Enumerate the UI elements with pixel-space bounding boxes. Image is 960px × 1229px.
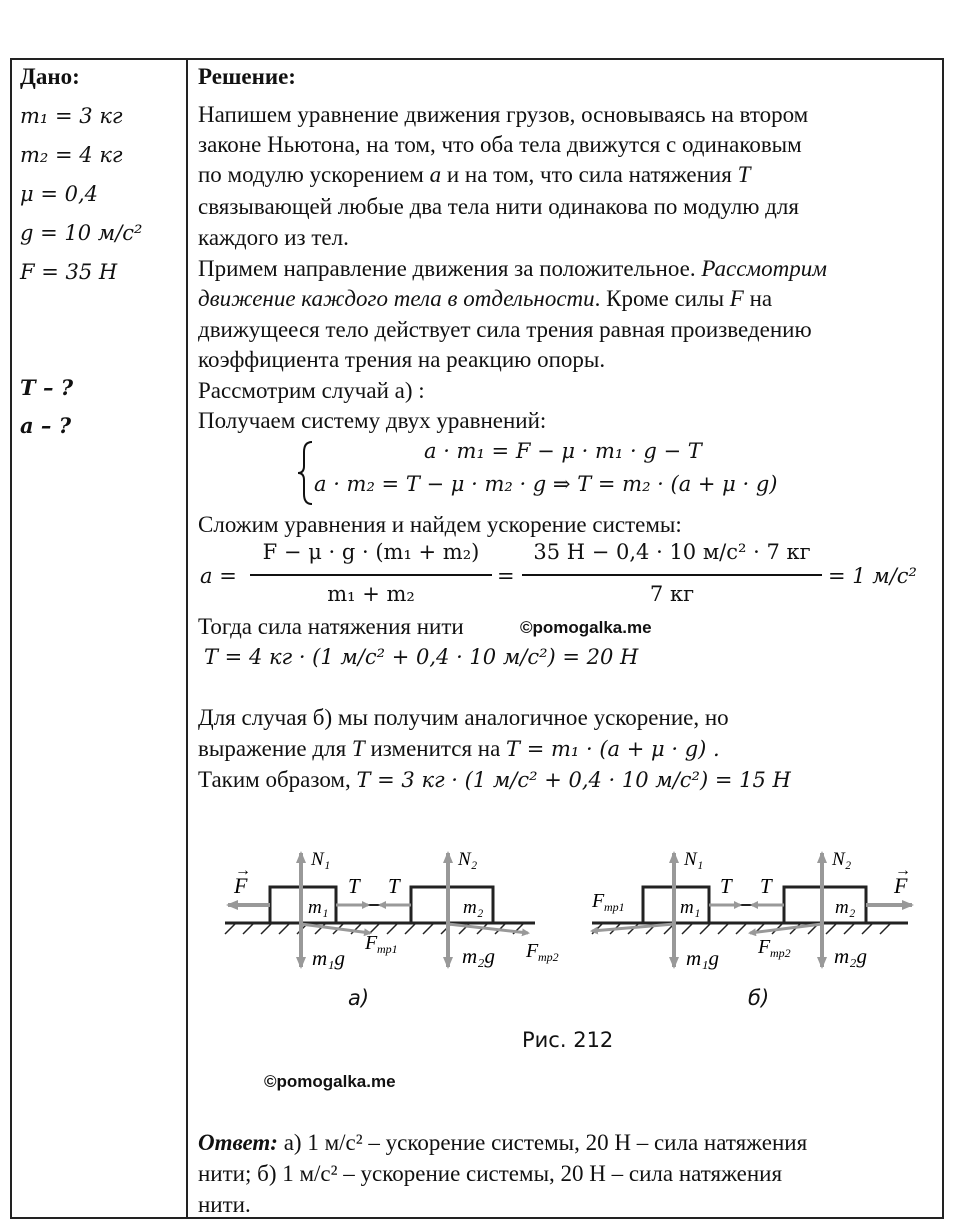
diagram-a [225,849,559,970]
label-N1-b: N₁ [684,849,704,870]
p2-line4: коэффициента трения на реакцию опоры. [198,347,606,372]
accel-num2: 35 Н − 0,4 · 10 м/с² · 7 кг [533,540,811,564]
given-header: Дано: [20,64,80,89]
tension-equation: T = 4 кг · (1 м/с² + 0,4 · 10 м/с²) = 20 Н [204,645,639,669]
accel-result: = 1 м/с² [828,564,917,588]
system-intro: Получаем систему двух уравнений: [198,408,547,433]
solution-header: Решение: [198,64,296,89]
equation-2: a · m₂ = T − μ · m₂ · g ⇒ T = m₂ · (a + μ · g) [314,472,778,496]
fraction-bar-2 [522,574,822,576]
accel-eq-sign: = [497,564,515,588]
given-m1: m₁ = 3 кг [20,104,123,128]
label-m1-b: m₁ [680,897,701,918]
label-Ftr2-b: F [758,936,771,958]
label-T2-a: T [388,874,400,898]
label-F-vec-b: → [895,862,911,879]
label-m1-a: m₁ [308,897,329,918]
label-m2g-a: m₂g [462,944,495,968]
p1-line5: каждого из тел. [198,225,349,250]
diagram-b [591,849,912,970]
label-m2g-b: m₂g [834,944,867,968]
answer-label: Ответ: [198,1130,278,1155]
p2-line3: движущееся тело действует сила трения равная произведению [198,317,812,342]
tension-intro: Тогда сила натяжения нити [198,614,464,639]
fraction-bar-1 [250,574,492,576]
label-N1-a: N₁ [311,849,331,870]
label-Ftr2-sub-b: тр2 [770,946,791,960]
given-g: g = 10 м/с² [20,221,143,245]
label-m1g-b: m₁g [686,946,719,970]
find-T: T – ? [20,375,74,400]
label-Ftr2-sub-a: тр2 [538,950,559,964]
label-Ftr1-sub-b: тр1 [604,900,625,914]
p2-line1: Примем направление движения за положительное. Рассмотрим [198,256,827,281]
label-Ftr1-sub-a: тр1 [377,942,398,956]
label-Ftr1-a: F [365,932,378,954]
given-m2: m₂ = 4 кг [20,143,123,167]
case-b-line1: Для случая б) мы получим аналогичное ускорение, но [198,705,729,730]
equation-1: a · m₁ = F − μ · m₁ · g − T [424,439,702,463]
label-F-b: F [894,873,908,898]
label-m2-b: m₂ [835,897,856,918]
p2-line2: движение каждого тела в отдельности. Кроме силы F на [198,286,773,311]
p1-line1: Напишем уравнение движения грузов, основываясь на втором [198,102,809,127]
label-m2-a: m₂ [463,897,484,918]
label-T1-b: T [720,874,732,898]
figure-212 [190,835,940,985]
answer-line1: Ответ: а) 1 м/с² – ускорение системы, 20 Н – сила натяжения [198,1130,808,1155]
watermark-1: ©pomogalka.me [520,618,652,637]
label-T1-a: T [348,874,360,898]
accel-den1: m₁ + m₂ [327,582,415,606]
accel-num1: F − μ · g · (m₁ + m₂) [262,540,480,564]
p1-line2: законе Ньютона, на том, что оба тела движутся с одинаковым [198,132,802,157]
table-frame [10,58,944,1219]
label-F-vec-a: → [235,862,251,879]
figure-caption: Рис. 212 [522,1028,614,1052]
find-a: a – ? [20,413,72,438]
label-T2-b: T [760,874,772,898]
given-mu: μ = 0,4 [20,182,98,206]
label-N2-b: N₂ [832,849,852,870]
label-N2-a: N₂ [458,849,478,870]
case-b-line3: Таким образом, T = 3 кг · (1 м/с² + 0,4 · 10 м/с²) = 15 Н [198,767,791,792]
answer-line3: нити. [198,1192,251,1217]
given-F: F = 35 Н [20,260,118,284]
case-b-line2: выражение для T изменится на T = m₁ · (a + μ · g) . [198,736,720,761]
system-brace [296,440,316,506]
label-m1g-a: m₁g [312,946,345,970]
p1-line4: связывающей любые два тела нити одинакова по модулю для [198,194,799,219]
label-Ftr1-b: F [592,890,605,912]
watermark-2: ©pomogalka.me [264,1072,396,1091]
case-a-label: Рассмотрим случай а) : [198,378,425,403]
accel-lhs: a = [200,564,237,588]
column-divider [186,58,188,1219]
label-F-a: F [234,873,248,898]
caption-a: а) [348,986,370,1010]
sum-intro: Сложим уравнения и найдем ускорение системы: [198,512,682,537]
p1-line3: по модулю ускорением a и на том, что сила натяжения T [198,162,751,187]
answer-line2: нити; б) 1 м/с² – ускорение системы, 20 Н – сила натяжения [198,1161,783,1186]
accel-den2: 7 кг [649,582,695,606]
caption-b: б) [748,986,770,1010]
label-Ftr2-a: F [526,940,539,962]
